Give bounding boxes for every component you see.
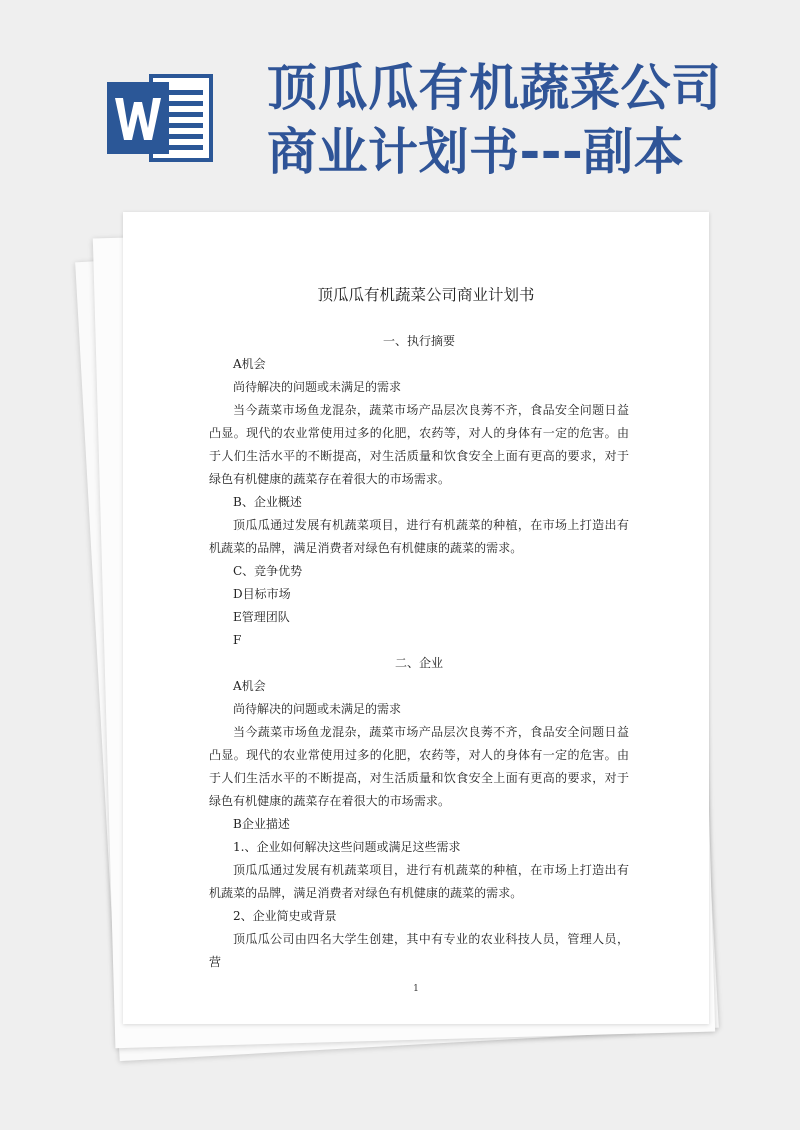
document-page <box>123 212 709 1024</box>
paragraph: 顶瓜瓜通过发展有机蔬菜项目，进行有机蔬菜的种植，在市场上打造出有机蔬菜的品牌，满足消费者对绿色有机健康的蔬菜的需求。 <box>209 518 629 555</box>
subsection-label: B、企业概述 <box>233 495 302 509</box>
subsection-label: A机会 <box>233 679 266 693</box>
subsection-sub: 尚待解决的问题或未满足的需求 <box>233 380 402 394</box>
page-header-title: 顶瓜瓜有机蔬菜公司商业计划书---副本 <box>267 59 722 181</box>
section-heading: 二、企业 <box>394 656 443 670</box>
section-heading: 一、执行摘要 <box>382 334 455 348</box>
paragraph: 当今蔬菜市场鱼龙混杂，蔬菜市场产品层次良莠不齐，食品安全问题日益凸显。现代的农业常使用过多的化肥，农药等，对人的身体有一定的危害。由于人们生活水平的不断提高，对生活质量和饮食安全上面有更高的要求，对于绿色有机健康的蔬菜存在着很大的市场需求。 <box>209 725 629 808</box>
subsection-label: B企业描述 <box>233 817 290 831</box>
paragraph: 顶瓜瓜公司由四名大学生创建，其中有专业的农业科技人员，管理人员，营 <box>209 932 629 969</box>
subsection-label: 1.、企业如何解决这些问题或满足这些需求 <box>233 840 461 854</box>
document-body <box>209 284 629 974</box>
subsection-label: F <box>233 633 242 647</box>
subsection-label: A机会 <box>233 357 266 371</box>
paragraph: 当今蔬菜市场鱼龙混杂，蔬菜市场产品层次良莠不齐，食品安全问题日益凸显。现代的农业常使用过多的化肥，农药等，对人的身体有一定的危害。由于人们生活水平的不断提高，对生活质量和饮食安全上面有更高的要求，对于绿色有机健康的蔬菜存在着很大的市场需求。 <box>209 403 629 486</box>
subsection-label: D目标市场 <box>233 587 291 601</box>
subsection-label: E管理团队 <box>233 610 290 624</box>
page-number: 1 <box>413 984 419 994</box>
paragraph: 顶瓜瓜通过发展有机蔬菜项目，进行有机蔬菜的种植，在市场上打造出有机蔬菜的品牌，满足消费者对绿色有机健康的蔬菜的需求。 <box>209 863 629 900</box>
subsection-label: C、竞争优势 <box>233 564 303 578</box>
document-title: 顶瓜瓜有机蔬菜公司商业计划书 <box>317 286 535 304</box>
word-document-icon <box>107 68 217 168</box>
subsection-label: 2、企业简史或背景 <box>233 909 337 923</box>
subsection-sub: 尚待解决的问题或未满足的需求 <box>233 702 402 716</box>
